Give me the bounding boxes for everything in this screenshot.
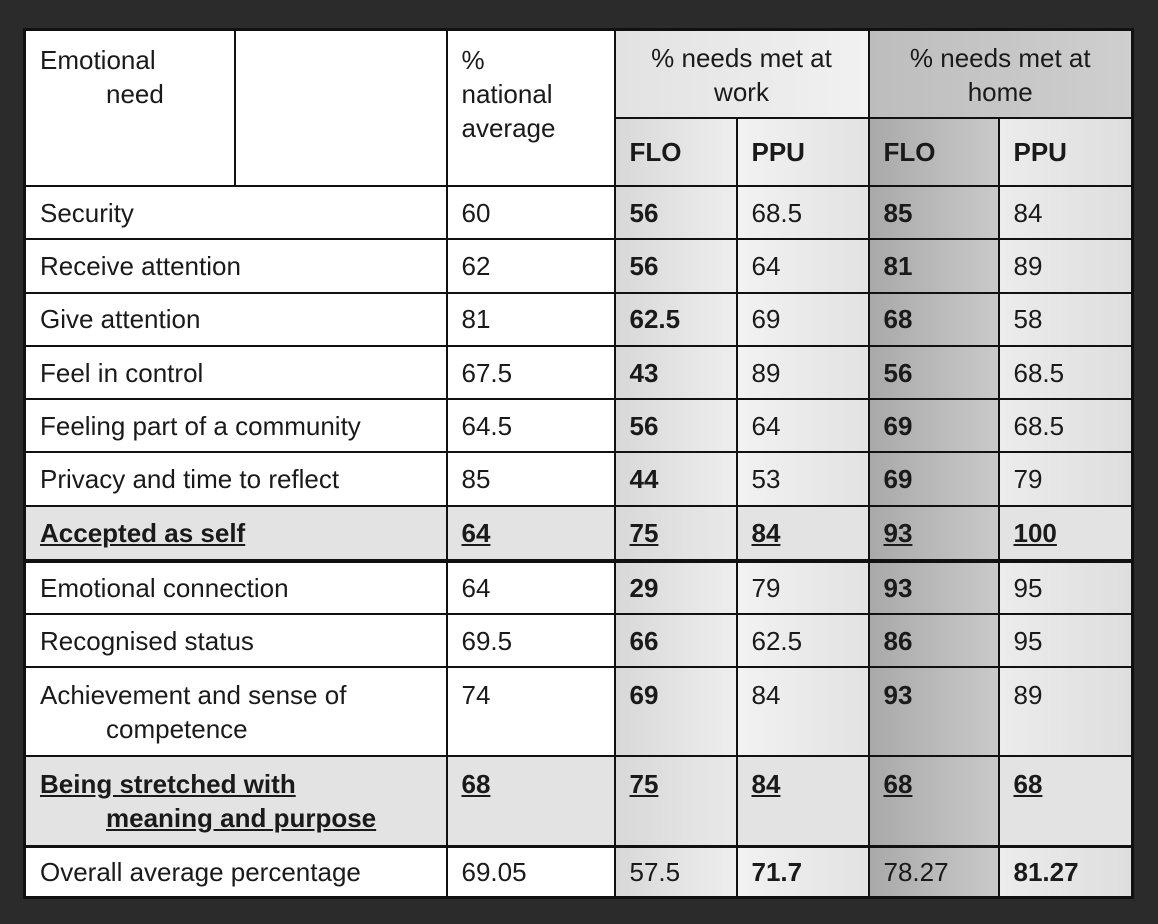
need-label: Recognised status — [25, 614, 447, 667]
table-row — [25, 614, 1133, 667]
work-ppu-value: 84 — [737, 506, 869, 561]
header-needs-met-work — [615, 30, 869, 118]
table-row — [25, 293, 1133, 346]
home-flo-value: 93 — [869, 667, 999, 755]
home-flo-value: 93 — [869, 561, 999, 614]
work-flo-value: 69 — [615, 667, 737, 755]
header-blank-cell — [235, 30, 447, 187]
work-flo-value: 75 — [615, 756, 737, 846]
table-row-highlighted — [25, 756, 1133, 846]
work-ppu-value: 84 — [737, 756, 869, 846]
home-flo-value: 69 — [869, 452, 999, 505]
work-ppu-value: 69 — [737, 293, 869, 346]
need-label: Give attention — [25, 293, 447, 346]
need-label: Privacy and time to reflect — [25, 452, 447, 505]
header-work-l2: work — [714, 77, 769, 107]
home-flo-value: 86 — [869, 614, 999, 667]
need-label-line1: Achievement and sense of — [40, 680, 347, 711]
national-value: 68 — [447, 756, 615, 846]
work-flo-value: 29 — [615, 561, 737, 614]
header-needs-met-home — [869, 30, 1133, 118]
work-ppu-value: 64 — [737, 239, 869, 292]
work-flo-value: 62.5 — [615, 293, 737, 346]
home-flo-value: 68 — [869, 756, 999, 846]
work-flo-value: 75 — [615, 506, 737, 561]
work-ppu-value: 79 — [737, 561, 869, 614]
home-ppu-value: 68.5 — [999, 399, 1133, 452]
header-home-flo: FLO — [869, 118, 999, 186]
home-flo-value: 81 — [869, 239, 999, 292]
header-national-l1: % — [461, 45, 485, 75]
home-flo-value: 85 — [869, 186, 999, 239]
national-value: 64.5 — [447, 399, 615, 452]
header-need-line2: need — [106, 79, 164, 109]
need-label — [25, 667, 447, 755]
emotional-needs-table — [23, 28, 1134, 899]
header-national-l3: average — [461, 113, 556, 143]
need-label-line2: competence — [106, 714, 248, 745]
national-value: 85 — [447, 452, 615, 505]
home-ppu-value: 95 — [999, 614, 1133, 667]
table-row — [25, 561, 1133, 614]
work-flo-value: 43 — [615, 346, 737, 399]
home-ppu-value: 89 — [999, 667, 1133, 755]
need-label: Accepted as self — [25, 506, 447, 561]
work-flo-value: 56 — [615, 186, 737, 239]
home-ppu-value: 58 — [999, 293, 1133, 346]
table-row — [25, 667, 1133, 755]
national-value: 62 — [447, 239, 615, 292]
table-row — [25, 399, 1133, 452]
national-value: 67.5 — [447, 346, 615, 399]
work-flo-value: 57.5 — [615, 846, 737, 897]
header-emotional-need — [25, 30, 235, 187]
header-home-l1: % needs met at — [909, 43, 1091, 73]
need-label: Feel in control — [25, 346, 447, 399]
work-ppu-value: 53 — [737, 452, 869, 505]
header-home-ppu: PPU — [999, 118, 1133, 186]
home-ppu-value: 79 — [999, 452, 1133, 505]
national-value: 64 — [447, 561, 615, 614]
table-row — [25, 239, 1133, 292]
work-ppu-value: 64 — [737, 399, 869, 452]
work-ppu-value: 84 — [737, 667, 869, 755]
national-value: 69.05 — [447, 846, 615, 897]
national-value: 60 — [447, 186, 615, 239]
work-ppu-value: 89 — [737, 346, 869, 399]
work-flo-value: 66 — [615, 614, 737, 667]
need-label-line1: Being stretched with — [40, 768, 296, 799]
work-flo-value: 44 — [615, 452, 737, 505]
need-label: Receive attention — [25, 239, 447, 292]
header-national-l2: national — [461, 79, 553, 109]
work-ppu-value: 71.7 — [737, 846, 869, 897]
header-row-1 — [25, 30, 1133, 118]
need-label: Overall average percentage — [25, 846, 447, 897]
home-ppu-value: 100 — [999, 506, 1133, 561]
overall-average-row — [25, 846, 1133, 897]
table-row — [25, 186, 1133, 239]
need-label: Security — [25, 186, 447, 239]
header-home-l2: home — [967, 77, 1033, 107]
home-flo-value: 69 — [869, 399, 999, 452]
home-flo-value: 78.27 — [869, 846, 999, 897]
header-need-line1: Emotional — [40, 45, 156, 75]
need-label: Emotional connection — [25, 561, 447, 614]
header-work-flo: FLO — [615, 118, 737, 186]
need-label — [25, 756, 447, 846]
needs-table-container — [23, 28, 1131, 899]
table-row — [25, 346, 1133, 399]
home-ppu-value: 81.27 — [999, 846, 1133, 897]
work-flo-value: 56 — [615, 239, 737, 292]
table-row — [25, 452, 1133, 505]
need-label-line2: meaning and purpose — [106, 802, 377, 833]
work-flo-value: 56 — [615, 399, 737, 452]
work-ppu-value: 68.5 — [737, 186, 869, 239]
home-ppu-value: 89 — [999, 239, 1133, 292]
home-ppu-value: 68 — [999, 756, 1133, 846]
home-flo-value: 68 — [869, 293, 999, 346]
table-row-highlighted — [25, 506, 1133, 561]
home-flo-value: 56 — [869, 346, 999, 399]
home-ppu-value: 68.5 — [999, 346, 1133, 399]
national-value: 74 — [447, 667, 615, 755]
national-value: 69.5 — [447, 614, 615, 667]
national-value: 64 — [447, 506, 615, 561]
home-flo-value: 93 — [869, 506, 999, 561]
home-ppu-value: 84 — [999, 186, 1133, 239]
national-value: 81 — [447, 293, 615, 346]
work-ppu-value: 62.5 — [737, 614, 869, 667]
header-work-l1: % needs met at — [651, 43, 832, 73]
header-national-average — [447, 30, 615, 187]
home-ppu-value: 95 — [999, 561, 1133, 614]
need-label: Feeling part of a community — [25, 399, 447, 452]
header-work-ppu: PPU — [737, 118, 869, 186]
